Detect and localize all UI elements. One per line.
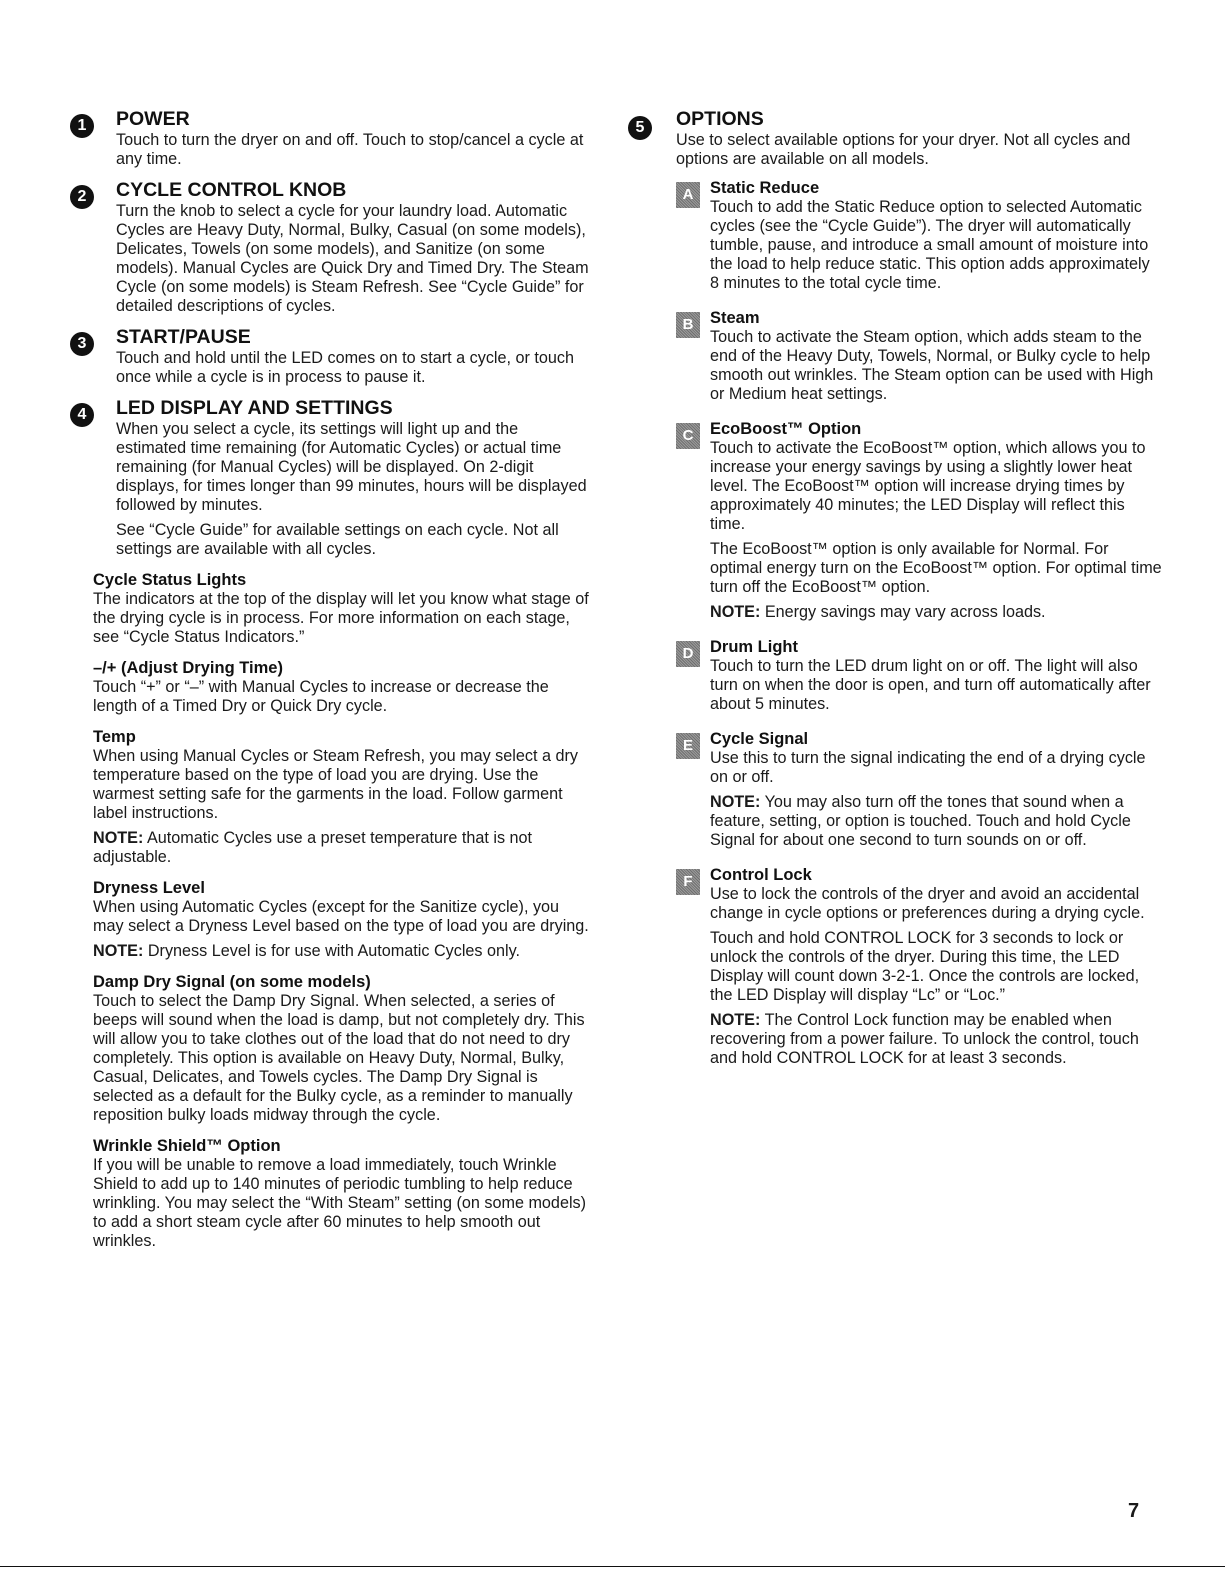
option-letter-badge: C [676, 423, 700, 449]
option-drum-light [676, 638, 1163, 714]
option-ecoboost [676, 420, 1163, 622]
note-label: NOTE: [93, 942, 144, 960]
subsection-dryness-level [93, 879, 590, 961]
subsection-title: Dryness Level [93, 879, 205, 897]
option-text: Use to lock the controls of the dryer and avoid an accidental change in cycle options or preferences during a drying cycle. [710, 885, 1145, 922]
option-letter-badge: F [676, 869, 700, 895]
subsection-wrinkle-shield [93, 1137, 590, 1251]
subsection-text: When using Automatic Cycles (except for the Sanitize cycle), you may select a Dryness Level based on the type of load you are drying. [93, 898, 589, 935]
section-number-badge: 5 [628, 116, 652, 140]
subsection-text: If you will be unable to remove a load immediately, touch Wrinkle Shield to add up to 140 minutes of periodic tumbling to help reduce wrinkling. You may select the “With Steam” setting (on some models) to add a short steam cycle after 60 minutes to help smooth out wrinkles. [93, 1156, 587, 1250]
option-text: The EcoBoost™ option is only available for Normal. For optimal energy turn on the EcoBoost™ option. For optimal time turn off the EcoBoost™ option. [710, 540, 1162, 596]
section-text: See “Cycle Guide” for available settings on each cycle. Not all settings are available with all cycles. [116, 521, 559, 558]
subsection-title: –/+ (Adjust Drying Time) [93, 659, 283, 677]
note-label: NOTE: [710, 603, 761, 621]
option-text: Touch to turn the LED drum light on or off. The light will also turn on when the door is open, and turn off automatically after about 5 minutes. [710, 657, 1151, 713]
note [93, 829, 590, 867]
footer-rule [0, 1566, 1225, 1567]
section-text: Touch and hold until the LED comes on to start a cycle, or touch once while a cycle is in process to pause it. [116, 349, 574, 386]
note-text: Dryness Level is for use with Automatic Cycles only. [147, 942, 521, 960]
section-options [628, 108, 1163, 1068]
section-text: Touch to turn the dryer on and off. Touch to stop/cancel a cycle at any time. [116, 131, 584, 168]
note-text: Energy savings may vary across loads. [764, 603, 1046, 621]
option-title: Cycle Signal [710, 730, 809, 748]
right-column [628, 108, 1163, 1084]
subsection-title: Damp Dry Signal (on some models) [93, 973, 371, 991]
option-title: Drum Light [710, 638, 798, 656]
subsection-text: The indicators at the top of the display will let you know what stage of the drying cycle is in process. For more information on each stage, see “Cycle Status Indicators.” [93, 590, 589, 646]
section-led-display [70, 397, 590, 559]
option-text: Touch and hold CONTROL LOCK for 3 seconds to lock or unlock the controls of the dryer. During this time, the LED Display will count down 3-2-1. Once the controls are locked, the LED Display will display “Lc” or “Loc.” [710, 929, 1140, 1004]
section-title: LED DISPLAY AND SETTINGS [116, 397, 393, 419]
note-label: NOTE: [93, 829, 144, 847]
section-text: When you select a cycle, its settings will light up and the estimated time remaining (for Automatic Cycles) or actual time remaining (for Manual Cycles) will be displayed. On 2-digit displays, for times longer than 99 minutes, hours will be displayed followed by minutes. [116, 420, 587, 514]
section-power [70, 108, 590, 169]
section-cycle-control-knob [70, 179, 590, 316]
note [93, 942, 590, 961]
section-number-badge: 4 [70, 403, 94, 427]
left-column [70, 108, 590, 1257]
subsection-title: Temp [93, 728, 136, 746]
subsection-cycle-status-lights [93, 571, 590, 647]
page-number: 7 [1128, 1500, 1140, 1522]
section-title: CYCLE CONTROL KNOB [116, 179, 347, 201]
section-number-badge: 3 [70, 332, 94, 356]
note-text: You may also turn off the tones that sound when a feature, setting, or option is touched. Touch and hold Cycle Signal for about one second to turn sounds on or off. [710, 793, 1131, 849]
section-number-badge: 1 [70, 114, 94, 138]
section-start-pause [70, 326, 590, 387]
subsection-adjust-drying-time [93, 659, 590, 716]
option-title: Control Lock [710, 866, 812, 884]
option-letter-badge: E [676, 733, 700, 759]
option-title: Static Reduce [710, 179, 820, 197]
subsection-title: Wrinkle Shield™ Option [93, 1137, 281, 1155]
option-text: Use this to turn the signal indicating the end of a drying cycle on or off. [710, 749, 1146, 786]
option-text: Touch to activate the Steam option, which adds steam to the end of the Heavy Duty, Towels, Normal, or Bulky cycle to help smooth out wrinkles. The Steam option can be used with High or Medium heat settings. [710, 328, 1154, 403]
note-label: NOTE: [710, 793, 761, 811]
section-title: POWER [116, 108, 190, 130]
section-title: OPTIONS [676, 108, 764, 130]
subsection-text: Touch to select the Damp Dry Signal. When selected, a series of beeps will sound when the load is damp, but not completely dry. This will allow you to take clothes out of the load that do not need to dry completely. This option is available on Heavy Duty, Normal, Bulky, Casual, Delicates, and Towels cycles. The Damp Dry Signal is selected as a default for the Bulky cycle, as a reminder to manually reposition bulky loads midway through the cycle. [93, 992, 585, 1124]
option-title: EcoBoost™ Option [710, 420, 862, 438]
note [710, 793, 1163, 850]
note-text: Automatic Cycles use a preset temperature that is not adjustable. [93, 829, 533, 866]
subsection-text: Touch “+” or “–” with Manual Cycles to increase or decrease the length of a Timed Dry or Quick Dry cycle. [93, 678, 549, 715]
section-number-badge: 2 [70, 185, 94, 209]
option-letter-badge: A [676, 182, 700, 208]
option-letter-badge: B [676, 312, 700, 338]
section-title: START/PAUSE [116, 326, 251, 348]
option-control-lock [676, 866, 1163, 1068]
section-text: Use to select available options for your dryer. Not all cycles and options are available on all models. [676, 131, 1131, 168]
note [710, 603, 1163, 622]
subsection-text: When using Manual Cycles or Steam Refresh, you may select a dry temperature based on the type of load you are drying. Use the warmest setting safe for the garments in the load. Follow garment label instructions. [93, 747, 578, 822]
note-label: NOTE: [710, 1011, 761, 1029]
subsection-temp [93, 728, 590, 867]
section-text: Turn the knob to select a cycle for your laundry load. Automatic Cycles are Heavy Duty, Normal, Bulky, Casual (on some models), Delicates, Towels (on some models), and Sanitize (on some models). Manual Cycles are Quick Dry and Timed Dry. The Steam Cycle (on some models) is Steam Refresh. See “Cycle Guide” for detailed descriptions of cycles. [116, 202, 589, 315]
note-text: The Control Lock function may be enabled when recovering from a power failure. To unlock the control, touch and hold CONTROL LOCK for at least 3 seconds. [710, 1011, 1139, 1067]
option-text: Touch to add the Static Reduce option to selected Automatic cycles (see the “Cycle Guide”). The dryer will automatically tumble, pause, and introduce a small amount of moisture into the load to help reduce static. This option adds approximately 8 minutes to the total cycle time. [710, 198, 1150, 292]
option-static-reduce [676, 179, 1163, 293]
option-steam [676, 309, 1163, 404]
note [710, 1011, 1163, 1068]
subsection-title: Cycle Status Lights [93, 571, 247, 589]
option-cycle-signal [676, 730, 1163, 850]
subsection-damp-dry-signal [93, 973, 590, 1125]
option-letter-badge: D [676, 641, 700, 667]
option-title: Steam [710, 309, 760, 327]
option-text: Touch to activate the EcoBoost™ option, which allows you to increase your energy savings by using a slightly lower heat level. The EcoBoost™ option will increase drying times by approximately 40 minutes; the LED Display will reflect this time. [710, 439, 1146, 533]
